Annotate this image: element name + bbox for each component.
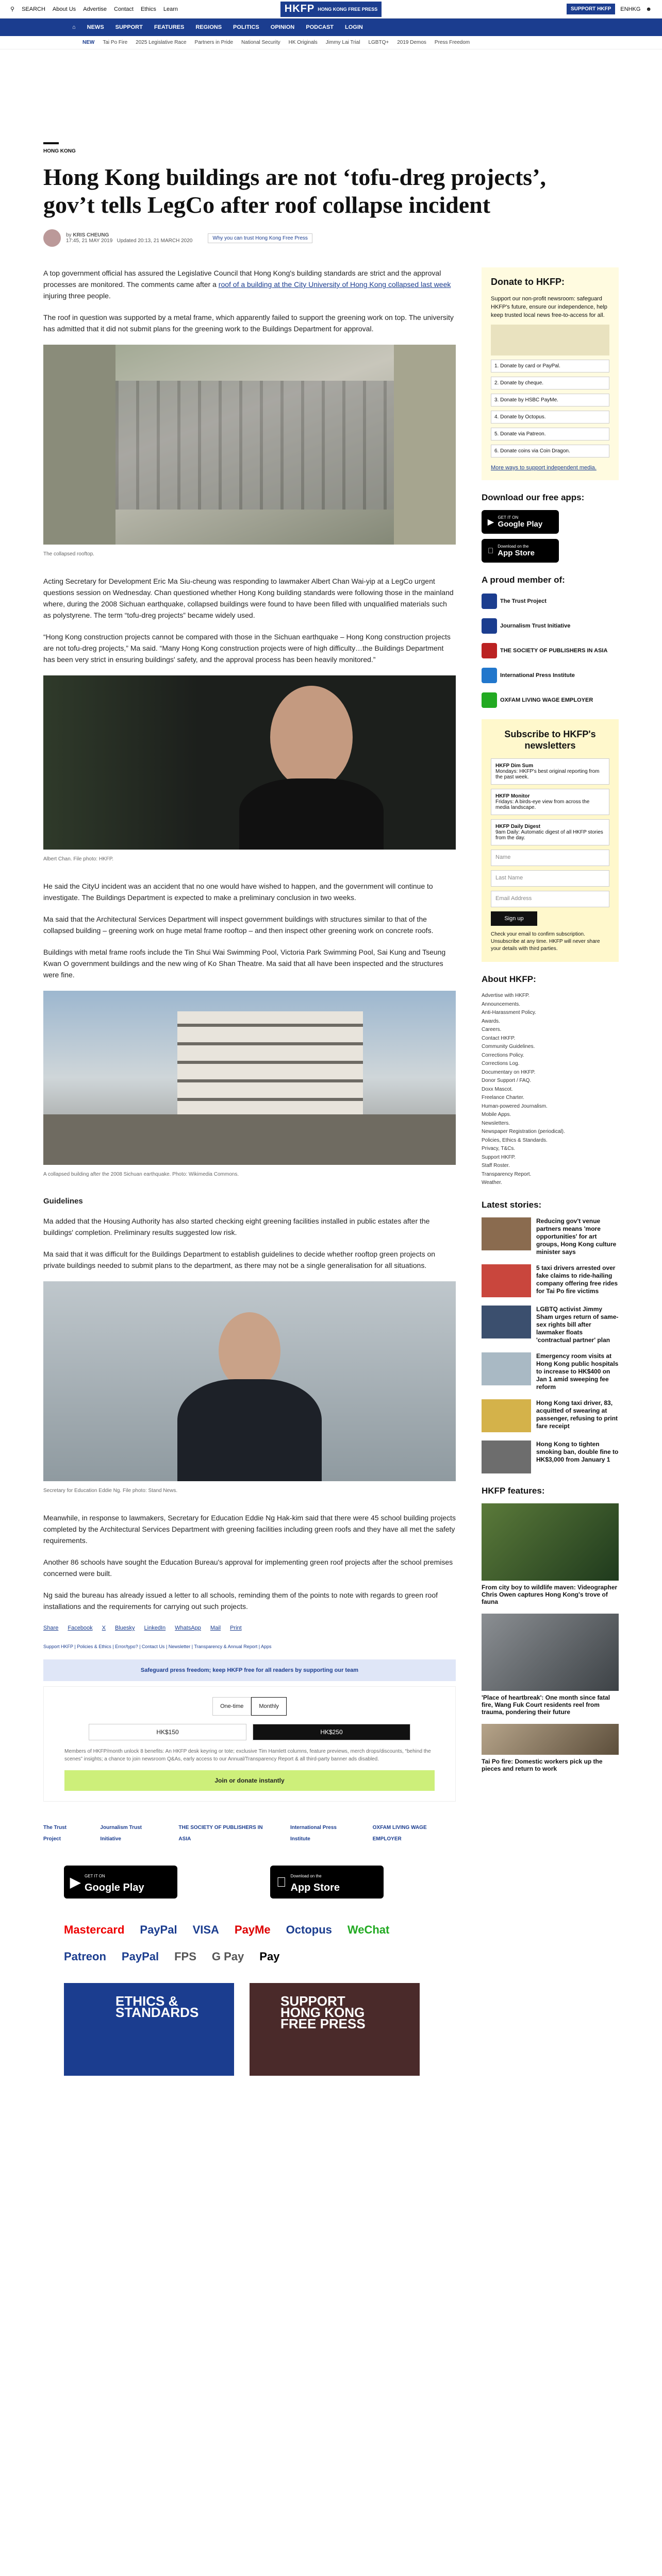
tag-link[interactable]: 2019 Demos bbox=[397, 40, 426, 45]
feature-story[interactable]: From city boy to wildlife maven: Videographer Chris Owen captures Hong Kong's trove of fauna bbox=[482, 1503, 619, 1605]
paragraph: Ma said that it was difficult for the Buildings Department to establish guidelines to decide whether rooftop green projects on private buildings needed to submit plans to the department, as there may not be a single generalisation for all situations. bbox=[43, 1250, 436, 1269]
about-link[interactable]: Doxx Mascot. bbox=[482, 1086, 513, 1092]
paragraph: He said the CityU incident was an accident that no one would have wished to happen, and the government will continue to investigate. The Buildings Department is expected to make a preliminary conclusion in two weeks. bbox=[43, 882, 433, 902]
nav-news[interactable]: NEWS bbox=[87, 24, 104, 30]
latest-heading: Latest stories: bbox=[482, 1199, 542, 1210]
google-play-badge[interactable]: ▶ GET IT ON Google Play bbox=[482, 510, 559, 534]
ethics-promo[interactable]: ETHICS & STANDARDS bbox=[64, 1983, 234, 2076]
learn-link[interactable]: Learn bbox=[163, 6, 178, 12]
about-link[interactable]: Awards. bbox=[482, 1018, 500, 1024]
home-icon[interactable]: ⌂ bbox=[72, 24, 76, 30]
tag-link[interactable]: 2025 Legislative Race bbox=[136, 40, 187, 45]
support-promo[interactable]: SUPPORT HONG KONG FREE PRESS bbox=[250, 1983, 420, 2076]
author-name[interactable]: KRIS CHEUNG bbox=[73, 232, 109, 238]
paragraph: Ma added that the Housing Authority has also started checking eight greening facilities installed in public estates after the buildings' completion. Preliminary results suggested low risk. bbox=[43, 1217, 430, 1236]
article-title: Hong Kong buildings are not ‘tofu-dreg projects’, gov’t tells LegCo after roof collapse incident bbox=[43, 164, 547, 218]
newsletter-note: Check your email to confirm subscription. Unsubscribe at any time. HKFP will never share your details with third parties. bbox=[491, 931, 600, 952]
about-link[interactable]: Corrections Policy. bbox=[482, 1052, 524, 1058]
payment-logos bbox=[43, 1924, 456, 1962]
newsletter-box bbox=[482, 719, 619, 962]
partner-logo[interactable]: The Trust Project bbox=[43, 1825, 67, 1842]
partner-logo[interactable]: THE SOCIETY OF PUBLISHERS IN ASIA bbox=[178, 1825, 263, 1842]
paragraph: Meanwhile, in response to lawmakers, Secretary for Education Eddie Ng Hak-kim said that there were 45 school building projects completed by the Architectural Services Department with greening facilities including green roofs and they have all met the safety requirements. bbox=[43, 1514, 456, 1545]
payment-logo: Pay bbox=[259, 1950, 280, 1963]
about-link[interactable]: Weather. bbox=[482, 1180, 502, 1185]
about-link[interactable]: Announcements. bbox=[482, 1001, 521, 1007]
collapsed-rooftop-photo bbox=[43, 345, 456, 545]
about-link[interactable]: Newspaper Registration (periodical). bbox=[482, 1129, 565, 1134]
nav-login[interactable]: LOGIN bbox=[345, 24, 363, 30]
photo-caption: A collapsed building after the 2008 Sichuan earthquake. Photo: Wikimedia Commons. bbox=[43, 1172, 239, 1177]
paragraph: Ma said that the Architectural Services Department will inspect government buildings with structures similar to that of the collapsed building – greening work on huge metal frame rooftop – and then inspect other greening work on concrete roofs. bbox=[43, 915, 434, 935]
apps-heading: Download our free apps: bbox=[482, 493, 585, 502]
payment-logo: PayMe bbox=[234, 1923, 271, 1936]
about-link[interactable]: Advertise with HKFP. bbox=[482, 993, 530, 998]
story-thumbnail bbox=[482, 1264, 531, 1297]
payment-logo: G Pay bbox=[211, 1950, 244, 1963]
contact-link[interactable]: Contact bbox=[114, 6, 134, 12]
newsletter-option[interactable]: HKFP Dim Sum Mondays: HKFP's best original reporting from the past week. bbox=[491, 758, 609, 785]
donate-option[interactable]: 5. Donate via Patreon. bbox=[491, 428, 609, 440]
nav-regions[interactable]: REGIONS bbox=[195, 24, 222, 30]
first-name-input[interactable]: Name bbox=[491, 850, 609, 866]
about-link[interactable]: Staff Roster. bbox=[482, 1163, 510, 1168]
amount-option[interactable]: HK$250 bbox=[253, 1724, 410, 1740]
about-link[interactable]: Privacy, T&Cs. bbox=[482, 1146, 516, 1151]
app-store-badge[interactable]: Download on the App Store bbox=[482, 539, 559, 563]
last-name-input[interactable]: Last Name bbox=[491, 870, 609, 887]
paragraph: Buildings with metal frame roofs include the Tin Shui Wai Swimming Pool, Victoria Park Swimming Pool, Sai Kung and Tseung Kwan O government buildings and the new wing of Ko Shan Theatre. Ma said that all have been inspected and the structures were fine. bbox=[43, 948, 446, 979]
nav-features[interactable]: FEATURES bbox=[154, 24, 185, 30]
collapse-link[interactable]: roof of a building at the City University of Hong Kong collapsed last week bbox=[218, 280, 451, 289]
site-logo[interactable] bbox=[280, 2, 382, 17]
donate-option[interactable]: 3. Donate by HSBC PayMe. bbox=[491, 394, 609, 406]
user-icon[interactable]: ☻ bbox=[646, 6, 652, 12]
feature-story[interactable]: 'Place of heartbreak': One month since fatal fire, Wang Fuk Court residents reel from trauma, pondering their future bbox=[482, 1614, 619, 1716]
nav-support[interactable]: SUPPORT bbox=[115, 24, 143, 30]
nav-opinion[interactable]: OPINION bbox=[270, 24, 295, 30]
latest-story[interactable]: Emergency room visits at Hong Kong public hospitals to increase to HK$400 on Jan 1 amid sweeping fee reform bbox=[482, 1352, 619, 1391]
about-heading: About HKFP: bbox=[482, 974, 536, 984]
partner-logo[interactable]: International Press Institute bbox=[290, 1825, 337, 1842]
publish-date: 17:45, 21 MAY 2019 bbox=[66, 238, 113, 244]
eddie-ng-photo bbox=[43, 1281, 456, 1481]
about-link[interactable]: Freelance Charter. bbox=[482, 1095, 524, 1100]
newsletter-title: Subscribe to HKFP's newsletters bbox=[504, 729, 596, 751]
ipi-logo bbox=[482, 668, 497, 683]
signup-button[interactable]: Sign up bbox=[491, 911, 537, 926]
about-link[interactable]: Contact HKFP. bbox=[482, 1035, 516, 1041]
latest-story[interactable]: Hong Kong to tighten smoking ban, double fine to HK$3,000 from January 1 bbox=[482, 1440, 619, 1473]
about-link[interactable]: About Us bbox=[52, 6, 76, 12]
share-linkedin[interactable]: LinkedIn bbox=[144, 1625, 166, 1631]
article-category[interactable]: HONG KONG bbox=[43, 142, 59, 154]
apple-icon bbox=[488, 547, 493, 555]
story-thumbnail bbox=[482, 1306, 531, 1338]
bottom-app-badges bbox=[43, 1866, 456, 1904]
byline: by KRIS CHEUNG 17:45, 21 MAY 2019 Updated 20:13, 21 MARCH 2020 Why you can trust Hong Kong Free Press bbox=[43, 229, 619, 247]
section-heading: Guidelines bbox=[43, 1197, 83, 1206]
newsletter-option[interactable]: HKFP Monitor Fridays: A birds-eye view from across the media landscape. bbox=[491, 789, 609, 815]
sopa-logo bbox=[482, 643, 497, 658]
trust-project-logo bbox=[482, 594, 497, 609]
payment-logo: FPS bbox=[174, 1950, 196, 1963]
article-body bbox=[43, 267, 456, 2076]
trust-link[interactable]: Why you can trust Hong Kong Free Press bbox=[208, 233, 312, 243]
payment-logo: Mastercard bbox=[64, 1923, 125, 1936]
tag-link[interactable]: Partners in Pride bbox=[194, 40, 234, 45]
share-x[interactable]: X bbox=[102, 1625, 106, 1631]
top-bar bbox=[0, 0, 662, 19]
tag-link[interactable]: Tai Po Fire bbox=[103, 40, 128, 45]
member-org[interactable]: International Press Institute bbox=[482, 667, 619, 684]
about-link[interactable]: Community Guidelines. bbox=[482, 1044, 535, 1049]
sichuan-earthquake-photo bbox=[43, 991, 456, 1165]
share-print[interactable]: Print bbox=[230, 1625, 242, 1631]
about-link[interactable]: Documentary on HKFP. bbox=[482, 1069, 536, 1075]
trending-tags bbox=[0, 36, 662, 49]
paragraph: Another 86 schools have sought the Education Bureau's approval for implementing green roof projects after the school premises concerned were built. bbox=[43, 1558, 453, 1578]
donation-box bbox=[43, 1686, 456, 1802]
tag-link[interactable]: LGBTQ+ bbox=[368, 40, 389, 45]
tag-link[interactable]: Jimmy Lai Trial bbox=[325, 40, 360, 45]
paragraph: Ng said the bureau has already issued a letter to all schools, reminding them of the points to note with regards to green roof installations and the requirements for carrying out such projects. bbox=[43, 1591, 438, 1611]
advertise-link[interactable]: Advertise bbox=[83, 6, 107, 12]
paragraph: “Hong Kong construction projects cannot be compared with those in the Sichuan earthquake – Hong Kong construction projects are not tofu-dreg projects,” Ma said. “Many Hong Kong construction projects were of high difficulty…the Buildings Department has been very strict in ensuring buildings' safety, and the approval process has been heavily monitored.” bbox=[43, 633, 451, 664]
latest-story[interactable]: 5 taxi drivers arrested over fake claims to ride-hailing company offering free rides for Tai Po fire victims bbox=[482, 1264, 619, 1297]
google-play-badge[interactable]: ▶ GET IT ON Google Play bbox=[64, 1866, 177, 1899]
photo-caption: The collapsed rooftop. bbox=[43, 551, 94, 557]
payment-logo: VISA bbox=[192, 1923, 219, 1936]
photo-caption: Secretary for Education Eddie Ng. File photo: Stand News. bbox=[43, 1488, 178, 1494]
donate-option[interactable]: 4. Donate by Octopus. bbox=[491, 411, 609, 423]
app-store-badge[interactable]: Download on the App Store bbox=[270, 1866, 384, 1899]
share-mail[interactable]: Mail bbox=[210, 1625, 221, 1631]
join-button[interactable]: Join or donate instantly bbox=[64, 1770, 435, 1791]
about-link[interactable]: Anti-Harassment Policy. bbox=[482, 1010, 536, 1015]
payment-logo: PayPal bbox=[140, 1923, 177, 1936]
donate-option[interactable]: 2. Donate by cheque. bbox=[491, 377, 609, 389]
story-thumbnail bbox=[482, 1217, 531, 1250]
story-thumbnail bbox=[482, 1352, 531, 1385]
play-icon: ▶ bbox=[70, 1874, 80, 1890]
paragraph: Acting Secretary for Development Eric Ma Siu-cheung was responding to lawmaker Albert Chan Wai-yip at a LegCo urgent questions session on Wednesday. Chan questioned whether Hong Kong building standards were following those in the mainland where, during the 2008 Sichuan earthquake, collapsed buildings were found to have been filled with unqualified materials such as polystyrene. The term “tofu-dreg projects” became widely used. bbox=[43, 577, 454, 619]
donate-option[interactable]: 6. Donate coins via Coin Dragon. bbox=[491, 445, 609, 457]
partner-logo[interactable]: OXFAM LIVING WAGE EMPLOYER bbox=[372, 1825, 427, 1842]
payment-logo: Octopus bbox=[286, 1923, 332, 1936]
amount-option[interactable]: HK$150 bbox=[89, 1724, 246, 1740]
about-link[interactable]: Donor Support / FAQ. bbox=[482, 1078, 532, 1083]
member-org[interactable]: THE SOCIETY OF PUBLISHERS IN ASIA bbox=[482, 642, 619, 659]
about-link[interactable]: Support HKFP. bbox=[482, 1154, 516, 1160]
donate-title: Donate to HKFP: bbox=[491, 277, 565, 287]
paragraph: A top government official has assured the Legislative Council that Hong Kong's building standards are strict and the approval processes are monitored. The comments came after a roof of a building at the City University of Hong Kong collapsed last week injuring three people. bbox=[43, 269, 451, 300]
paragraph: The roof in question was supported by a metal frame, which apparently failed to support the greening work on top. The university has admitted that it did not submit plans for the greening work to the Buildings Department for approval. bbox=[43, 313, 454, 333]
bottom-promos bbox=[43, 1983, 456, 2076]
tag-link[interactable]: HK Originals bbox=[288, 40, 318, 45]
feature-image bbox=[482, 1614, 619, 1691]
newsletter-option[interactable]: HKFP Daily Digest 9am Daily: Automatic digest of all HKFP stories from the day. bbox=[491, 819, 609, 845]
latest-story[interactable]: LGBTQ activist Jimmy Sham urges return of same-sex rights bill after lawmaker floats 'contractual partner' plan bbox=[482, 1306, 619, 1344]
search-link[interactable]: SEARCH bbox=[22, 6, 45, 12]
feature-image bbox=[482, 1503, 619, 1581]
member-heading: A proud member of: bbox=[482, 575, 565, 585]
logo-subtitle: HONG KONG FREE PRESS bbox=[318, 6, 378, 12]
latest-story[interactable]: Hong Kong taxi driver, 83, acquitted of swearing at passenger, refusing to print fare receipt bbox=[482, 1399, 619, 1432]
member-org[interactable]: Journalism Trust Initiative bbox=[482, 617, 619, 635]
language-toggle[interactable]: ENHKG bbox=[620, 6, 641, 12]
share-whatsapp[interactable]: WhatsApp bbox=[175, 1625, 201, 1631]
donate-text: Support our non-profit newsroom: safeguard HKFP's future, ensure our independence, help keep trusted local news free-to-access for all. bbox=[491, 296, 607, 318]
features-heading: HKFP features: bbox=[482, 1485, 545, 1496]
email-input[interactable]: Email Address bbox=[491, 891, 609, 907]
about-link[interactable]: Corrections Log. bbox=[482, 1061, 520, 1066]
ethics-link[interactable]: Ethics bbox=[140, 6, 156, 12]
donate-box bbox=[482, 267, 619, 480]
partner-logos bbox=[43, 1822, 456, 1845]
feature-image bbox=[482, 1724, 619, 1755]
updated-date: Updated 20:13, 21 MARCH 2020 bbox=[117, 238, 193, 244]
one-off-toggle[interactable]: One-time bbox=[212, 1697, 251, 1716]
play-icon: ▶ bbox=[488, 518, 494, 527]
about-link[interactable]: Mobile Apps. bbox=[482, 1112, 511, 1117]
main-nav bbox=[0, 19, 662, 36]
oxfam-logo bbox=[482, 692, 497, 708]
donate-option[interactable]: 1. Donate by card or PayPal. bbox=[491, 360, 609, 372]
albert-chan-photo bbox=[43, 675, 456, 850]
share-label: Share bbox=[43, 1625, 59, 1631]
member-org[interactable]: The Trust Project bbox=[482, 592, 619, 610]
apple-icon bbox=[276, 1876, 287, 1888]
nav-politics[interactable]: POLITICS bbox=[233, 24, 259, 30]
donate-image bbox=[491, 325, 609, 355]
payment-logo: PayPal bbox=[121, 1950, 159, 1963]
footer-links[interactable]: Support HKFP | Policies & Ethics | Error/typo? | Contact Us | Newsletter | Transparency & Annual Report | Apps bbox=[43, 1644, 272, 1649]
member-org[interactable]: OXFAM LIVING WAGE EMPLOYER bbox=[482, 691, 619, 709]
logo-mark: HKFP bbox=[284, 3, 315, 14]
about-link[interactable]: Transparency Report. bbox=[482, 1171, 532, 1177]
about-link[interactable]: Careers. bbox=[482, 1027, 502, 1032]
monthly-toggle[interactable]: Monthly bbox=[251, 1697, 287, 1716]
payment-logo: Patreon bbox=[64, 1950, 106, 1963]
latest-story[interactable]: Reducing gov't venue partners means 'more opportunities' for art groups, Hong Kong culture minister says bbox=[482, 1217, 619, 1256]
partner-logo[interactable]: Journalism Trust Initiative bbox=[100, 1825, 142, 1842]
payment-logo: WeChat bbox=[347, 1923, 390, 1936]
share-facebook[interactable]: Facebook bbox=[68, 1625, 93, 1631]
tag-link[interactable]: National Security bbox=[241, 40, 280, 45]
jti-logo bbox=[482, 618, 497, 634]
support-hkfp-button[interactable]: SUPPORT HKFP bbox=[567, 4, 615, 14]
support-banner[interactable]: Safeguard press freedom; keep HKFP free for all readers by supporting our team bbox=[43, 1659, 456, 1681]
share-bluesky[interactable]: Bluesky bbox=[115, 1625, 135, 1631]
sidebar bbox=[482, 267, 619, 2076]
nav-podcast[interactable]: PODCAST bbox=[306, 24, 334, 30]
new-label: NEW bbox=[82, 40, 95, 45]
feature-story[interactable]: Tai Po fire: Domestic workers pick up the pieces and return to work bbox=[482, 1724, 619, 1772]
members-text: Members of HKFP/month unlock 8 benefits: An HKFP desk keyring or tote; exclusive Tim Hamlett columns, feature previews, merch drops/discounts, “behind the scenes” insights; a chance to join newsroom Q&As, early access to our Annual/Transparency Report & all third-party banner ads disabled. bbox=[64, 1749, 431, 1762]
about-list bbox=[482, 992, 619, 1188]
tag-link[interactable]: Press Freedom bbox=[434, 40, 470, 45]
more-ways-link[interactable]: More ways to support independent media. bbox=[491, 465, 597, 471]
search-icon[interactable]: ⚲ bbox=[10, 6, 15, 12]
share-bar bbox=[43, 1622, 456, 1634]
story-thumbnail bbox=[482, 1440, 531, 1473]
about-link[interactable]: Newsletters. bbox=[482, 1120, 510, 1126]
about-link[interactable]: Human-powered Journalism. bbox=[482, 1103, 548, 1109]
photo-caption: Albert Chan. File photo: HKFP. bbox=[43, 856, 113, 862]
author-avatar bbox=[43, 229, 61, 247]
about-link[interactable]: Policies, Ethics & Standards. bbox=[482, 1137, 548, 1143]
story-thumbnail bbox=[482, 1399, 531, 1432]
